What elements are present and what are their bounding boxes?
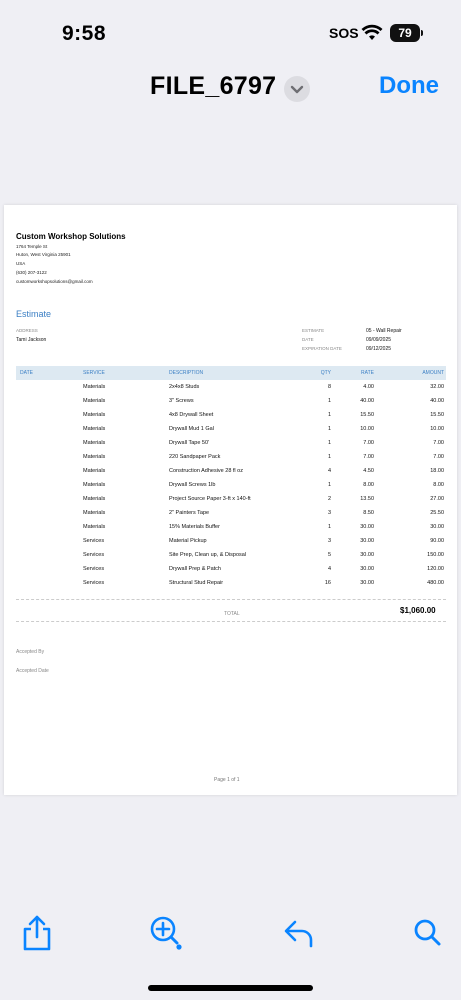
cell-rate: 13.50 (360, 496, 374, 502)
total-label: TOTAL (224, 611, 240, 617)
cell-description: Material Pickup (169, 538, 207, 544)
cell-qty: 1 (327, 454, 331, 460)
total-value: $1,060.00 (400, 606, 436, 615)
cell-description: 220 Sandpaper Pack (169, 454, 221, 460)
cell-qty: 16 (324, 580, 331, 586)
battery-icon (390, 24, 420, 42)
company-address-line: 1764 Temple St (16, 244, 48, 249)
cell-description: 3" Screws (169, 398, 194, 404)
table-row (16, 394, 446, 408)
cell-service: Materials (83, 426, 106, 432)
address-label: ADDRESS (16, 328, 38, 333)
bottom-toolbar (0, 900, 461, 970)
accepted-date-label: Accepted Date (16, 668, 49, 674)
table-body (16, 380, 446, 590)
cell-amount: 150.00 (427, 552, 444, 558)
search-icon[interactable] (411, 914, 445, 952)
table-header (16, 366, 446, 380)
line-items-table (16, 366, 446, 590)
accepted-by-label: Accepted By (16, 649, 45, 655)
cell-amount: 27.00 (430, 496, 444, 502)
meta-value: 09/09/2025 (366, 337, 392, 343)
cell-service: Materials (83, 440, 106, 446)
customer-name: Tami Jackson (16, 337, 47, 343)
column-header: DESCRIPTION (169, 370, 204, 376)
table-row (16, 422, 446, 436)
cell-service: Services (83, 566, 105, 572)
cell-amount: 15.50 (430, 412, 444, 418)
cell-qty: 1 (327, 440, 331, 446)
done-button[interactable]: Done (379, 72, 439, 99)
cell-service: Materials (83, 496, 106, 502)
company-phone: (630) 207-3122 (16, 270, 47, 275)
cell-service: Materials (83, 524, 106, 530)
cell-qty: 1 (327, 426, 331, 432)
company-email: customworkshopsolutions@gmail.com (16, 279, 93, 284)
cell-qty: 1 (327, 524, 331, 530)
cell-rate: 8.50 (363, 510, 374, 516)
cell-rate: 7.00 (363, 454, 374, 460)
meta-label: DATE (302, 337, 314, 342)
cell-description: Drywall Tape 50' (169, 440, 210, 446)
cell-description: Site Prep, Clean up, & Disposal (169, 552, 247, 558)
table-row (16, 380, 446, 394)
cell-description: Structural Stud Repair (169, 580, 224, 586)
cell-description: 2x4x8 Studs (169, 384, 200, 390)
cell-description: Project Source Paper 3-ft x 140-ft (169, 496, 251, 502)
cell-qty: 1 (327, 412, 331, 418)
cell-amount: 18.00 (430, 468, 444, 474)
cell-amount: 7.00 (433, 440, 444, 446)
cell-amount: 30.00 (430, 524, 444, 530)
battery-level: 79 (398, 26, 412, 40)
table-row (16, 506, 446, 520)
cell-qty: 1 (327, 398, 331, 404)
table-row (16, 548, 446, 562)
cell-rate: 30.00 (360, 566, 374, 572)
chevron-down-icon[interactable] (284, 76, 310, 102)
file-title[interactable]: FILE_6797 (150, 72, 277, 100)
cell-qty: 3 (327, 510, 331, 516)
status-time: 9:58 (62, 22, 107, 45)
cell-service: Materials (83, 398, 106, 404)
cell-rate: 30.00 (360, 524, 374, 530)
cell-service: Materials (83, 482, 106, 488)
divider (16, 599, 446, 600)
cell-amount: 7.00 (433, 454, 444, 460)
cell-qty: 4 (327, 566, 331, 572)
cell-service: Services (83, 538, 105, 544)
divider (16, 621, 446, 622)
cell-amount: 25.50 (430, 510, 444, 516)
cell-description: Drywall Mud 1 Gal (169, 426, 214, 432)
table-row (16, 478, 446, 492)
cell-service: Materials (83, 510, 106, 516)
table-row (16, 520, 446, 534)
home-indicator (148, 985, 313, 991)
column-header: AMOUNT (422, 370, 444, 376)
cell-rate: 30.00 (360, 580, 374, 586)
table-row (16, 450, 446, 464)
sos-indicator: SOS (329, 25, 359, 41)
nav-bar (0, 70, 461, 110)
table-row (16, 464, 446, 478)
company-name: Custom Workshop Solutions (16, 232, 126, 241)
cell-qty: 3 (327, 538, 331, 544)
table-row (16, 534, 446, 548)
cell-description: Construction Adhesive 28 fl oz (169, 468, 243, 474)
column-header: SERVICE (83, 370, 105, 376)
document-heading: Estimate (16, 309, 52, 319)
cell-amount: 90.00 (430, 538, 444, 544)
meta-value: 05 - Wall Repair (366, 328, 402, 334)
table-row (16, 562, 446, 576)
cell-rate: 8.00 (363, 482, 374, 488)
table-row (16, 408, 446, 422)
cell-rate: 4.00 (363, 384, 374, 390)
cell-description: Drywall Prep & Patch (169, 566, 221, 572)
cell-description: 4x8 Drywall Sheet (169, 412, 214, 418)
table-row (16, 436, 446, 450)
cell-amount: 120.00 (427, 566, 444, 572)
cell-qty: 1 (327, 482, 331, 488)
cell-rate: 15.50 (360, 412, 374, 418)
cell-service: Services (83, 580, 105, 586)
cell-amount: 480.00 (427, 580, 444, 586)
company-address-line: USA (16, 261, 26, 266)
cell-amount: 8.00 (433, 482, 444, 488)
meta-label: EXPIRATION DATE (302, 346, 342, 351)
cell-service: Materials (83, 454, 106, 460)
cell-service: Materials (83, 384, 106, 390)
cell-amount: 10.00 (430, 426, 444, 432)
meta-label: ESTIMATE (302, 328, 325, 333)
cell-rate: 30.00 (360, 552, 374, 558)
cell-service: Services (83, 552, 105, 558)
share-icon[interactable] (20, 914, 54, 952)
meta-value: 09/12/2025 (366, 346, 392, 352)
status-bar (0, 0, 461, 64)
table-row (16, 492, 446, 506)
cell-qty: 5 (327, 552, 331, 558)
company-address-line: Huton, West Virginia 25901 (16, 252, 71, 257)
cell-description: 2" Painters Tape (169, 510, 210, 516)
cell-rate: 40.00 (360, 398, 374, 404)
cell-qty: 2 (327, 496, 331, 502)
cell-qty: 8 (327, 384, 331, 390)
document-page (4, 205, 457, 795)
cell-rate: 4.50 (363, 468, 374, 474)
cell-amount: 32.00 (430, 384, 444, 390)
column-header: QTY (320, 370, 331, 376)
cell-description: Drywall Screws 1lb (169, 482, 216, 488)
zoom-in-icon[interactable] (148, 914, 182, 952)
cell-qty: 4 (327, 468, 331, 474)
cell-amount: 40.00 (430, 398, 444, 404)
wifi-icon (361, 24, 383, 42)
column-header: RATE (361, 370, 374, 376)
cell-description: 15% Materials Buffer (169, 524, 220, 530)
cell-rate: 7.00 (363, 440, 374, 446)
cell-service: Materials (83, 412, 106, 418)
reply-icon[interactable] (282, 914, 316, 952)
table-row (16, 576, 446, 590)
column-header: DATE (20, 370, 33, 376)
cell-rate: 10.00 (360, 426, 374, 432)
cell-rate: 30.00 (360, 538, 374, 544)
page-number: Page 1 of 1 (214, 777, 240, 783)
cell-service: Materials (83, 468, 106, 474)
